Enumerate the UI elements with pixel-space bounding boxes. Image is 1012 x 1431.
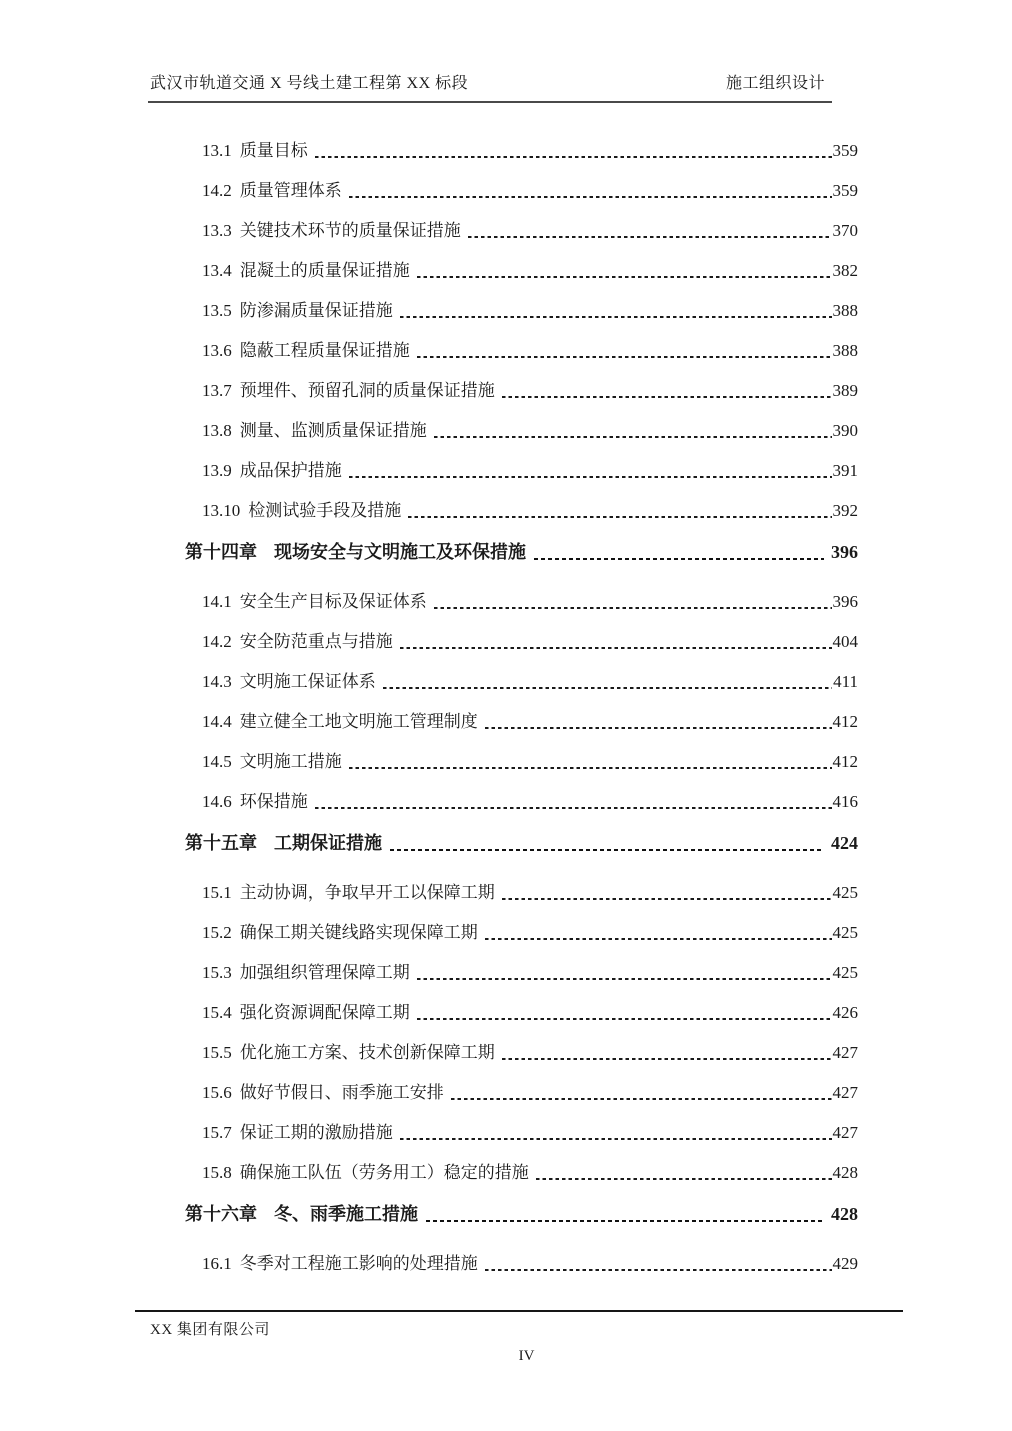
entry-title: 隐蔽工程质量保证措施 <box>239 341 410 360</box>
toc-entry[interactable] <box>185 380 858 402</box>
toc-entry[interactable] <box>185 671 858 693</box>
entry-page-number: 428 <box>831 1204 858 1224</box>
entry-number: 13.8 <box>202 421 232 440</box>
dot-leader <box>390 849 824 851</box>
dot-leader <box>536 1178 832 1180</box>
footer-company-name: XX 集团有限公司 <box>150 1322 270 1338</box>
page-header <box>150 70 825 93</box>
toc-entry[interactable] <box>185 1162 858 1184</box>
entry-number: 13.7 <box>202 381 232 400</box>
toc-entry[interactable] <box>185 220 858 242</box>
dot-leader <box>534 558 824 560</box>
entry-page-number: 389 <box>832 381 858 400</box>
toc-chapter-entry[interactable] <box>185 831 858 855</box>
dot-leader <box>349 767 832 769</box>
entry-title: 环保措施 <box>239 792 308 811</box>
entry-title: 做好节假日、雨季施工安排 <box>239 1083 444 1102</box>
entry-title: 安全生产目标及保证体系 <box>239 592 427 611</box>
toc-chapter-entry[interactable] <box>185 1202 858 1226</box>
entry-page-number: 429 <box>832 1254 858 1273</box>
dot-leader <box>451 1098 832 1100</box>
dot-leader <box>408 516 831 518</box>
dot-leader <box>485 938 832 940</box>
entry-number: 第十六章 <box>185 1204 257 1224</box>
entry-number: 15.8 <box>202 1163 232 1182</box>
dot-leader <box>502 1058 832 1060</box>
entry-title: 冬、雨季施工措施 <box>274 1204 418 1224</box>
entry-page-number: 388 <box>832 341 858 360</box>
toc-chapter-entry[interactable] <box>185 540 858 564</box>
toc-entry[interactable] <box>185 300 858 322</box>
entry-title: 强化资源调配保障工期 <box>239 1003 410 1022</box>
entry-title: 质量目标 <box>239 141 308 160</box>
entry-title: 测量、监测质量保证措施 <box>239 421 427 440</box>
entry-title: 质量管理体系 <box>239 181 342 200</box>
entry-number: 13.4 <box>202 261 232 280</box>
toc-entry[interactable] <box>185 962 858 984</box>
toc-entry[interactable] <box>185 1042 858 1064</box>
entry-number: 14.5 <box>202 752 232 771</box>
dot-leader <box>426 1220 824 1222</box>
toc-entry[interactable] <box>185 922 858 944</box>
document-title: 武汉市轨道交通 X 号线土建工程第 XX 标段 <box>150 75 469 92</box>
entry-page-number: 390 <box>832 421 858 440</box>
entry-number: 第十四章 <box>185 542 257 562</box>
dot-leader <box>468 236 832 238</box>
toc-entry[interactable] <box>185 500 858 522</box>
entry-title: 冬季对工程施工影响的处理措施 <box>239 1254 478 1273</box>
entry-title: 保证工期的激励措施 <box>239 1123 393 1142</box>
toc-entry[interactable] <box>185 340 858 362</box>
entry-page-number: 359 <box>832 181 858 200</box>
entry-title: 文明施工措施 <box>239 752 342 771</box>
entry-page-number: 427 <box>832 1043 858 1062</box>
dot-leader <box>434 607 832 609</box>
entry-title: 防渗漏质量保证措施 <box>239 301 393 320</box>
entry-page-number: 427 <box>832 1083 858 1102</box>
entry-number: 16.1 <box>202 1254 232 1273</box>
entry-title: 关键技术环节的质量保证措施 <box>239 221 461 240</box>
entry-title: 安全防范重点与措施 <box>239 632 393 651</box>
entry-title: 确保施工队伍（劳务用工）稳定的措施 <box>239 1163 529 1182</box>
entry-page-number: 425 <box>832 923 858 942</box>
entry-page-number: 404 <box>832 632 858 651</box>
entry-title: 工期保证措施 <box>274 833 382 853</box>
entry-title: 检测试验手段及措施 <box>248 501 402 520</box>
toc-entry[interactable] <box>185 751 858 773</box>
entry-number: 15.6 <box>202 1083 232 1102</box>
dot-leader <box>315 807 832 809</box>
entry-page-number: 412 <box>832 752 858 771</box>
toc-entry[interactable] <box>185 631 858 653</box>
entry-number: 14.1 <box>202 592 232 611</box>
toc-entry[interactable] <box>185 460 858 482</box>
dot-leader <box>485 1269 832 1271</box>
toc-entry[interactable] <box>185 882 858 904</box>
entry-title: 优化施工方案、技术创新保障工期 <box>239 1043 495 1062</box>
dot-leader <box>349 196 832 198</box>
toc-entry[interactable] <box>185 591 858 613</box>
entry-title: 预埋件、预留孔洞的质量保证措施 <box>239 381 495 400</box>
entry-page-number: 426 <box>832 1003 858 1022</box>
dot-leader <box>434 436 832 438</box>
toc-entry[interactable] <box>185 1082 858 1104</box>
entry-title: 加强组织管理保障工期 <box>239 963 410 982</box>
toc-entry[interactable] <box>185 711 858 733</box>
entry-title: 建立健全工地文明施工管理制度 <box>239 712 478 731</box>
dot-leader <box>502 898 832 900</box>
entry-title: 确保工期关键线路实现保障工期 <box>239 923 478 942</box>
table-of-contents <box>185 140 858 1293</box>
entry-page-number: 392 <box>832 501 858 520</box>
toc-entry[interactable] <box>185 180 858 202</box>
entry-number: 15.4 <box>202 1003 232 1022</box>
entry-page-number: 382 <box>832 261 858 280</box>
dot-leader <box>417 978 832 980</box>
entry-page-number: 416 <box>832 792 858 811</box>
entry-page-number: 396 <box>831 542 858 562</box>
entry-title: 成品保护措施 <box>239 461 342 480</box>
entry-number: 13.3 <box>202 221 232 240</box>
entry-number: 14.6 <box>202 792 232 811</box>
entry-page-number: 425 <box>832 963 858 982</box>
entry-number: 15.3 <box>202 963 232 982</box>
entry-number: 15.5 <box>202 1043 232 1062</box>
entry-title: 现场安全与文明施工及环保措施 <box>274 542 526 562</box>
toc-entry[interactable] <box>185 140 858 162</box>
dot-leader <box>400 316 832 318</box>
dot-leader <box>485 727 832 729</box>
dot-leader <box>400 647 832 649</box>
entry-page-number: 412 <box>832 712 858 731</box>
toc-entry[interactable] <box>185 1122 858 1144</box>
entry-page-number: 370 <box>832 221 858 240</box>
entry-number: 14.4 <box>202 712 232 731</box>
page-number: IV <box>518 1348 535 1364</box>
dot-leader <box>349 476 832 478</box>
entry-title: 主动协调，争取早开工以保障工期 <box>239 883 495 902</box>
entry-page-number: 411 <box>833 672 858 691</box>
dot-leader <box>400 1138 832 1140</box>
entry-page-number: 391 <box>832 461 858 480</box>
entry-number: 13.1 <box>202 141 232 160</box>
entry-number: 15.2 <box>202 923 232 942</box>
entry-number: 15.7 <box>202 1123 232 1142</box>
entry-page-number: 425 <box>832 883 858 902</box>
entry-page-number: 388 <box>832 301 858 320</box>
entry-page-number: 428 <box>832 1163 858 1182</box>
toc-entry[interactable] <box>185 420 858 442</box>
footer-divider <box>135 1310 903 1312</box>
toc-entry[interactable] <box>185 1253 858 1275</box>
dot-leader <box>315 156 832 158</box>
toc-entry[interactable] <box>185 260 858 282</box>
entry-number: 13.10 <box>202 501 241 520</box>
dot-leader <box>417 356 832 358</box>
entry-number: 14.2 <box>202 181 232 200</box>
entry-number: 14.3 <box>202 672 232 691</box>
entry-page-number: 424 <box>831 833 858 853</box>
entry-number: 第十五章 <box>185 833 257 853</box>
entry-page-number: 359 <box>832 141 858 160</box>
dot-leader <box>417 276 832 278</box>
document-type-label: 施工组织设计 <box>725 75 825 92</box>
entry-page-number: 396 <box>832 592 858 611</box>
toc-entry[interactable] <box>185 1002 858 1024</box>
entry-title: 文明施工保证体系 <box>239 672 376 691</box>
entry-number: 14.2 <box>202 632 232 651</box>
entry-number: 13.9 <box>202 461 232 480</box>
toc-entry[interactable] <box>185 791 858 813</box>
entry-number: 15.1 <box>202 883 232 902</box>
entry-number: 13.5 <box>202 301 232 320</box>
dot-leader <box>502 396 832 398</box>
entry-page-number: 427 <box>832 1123 858 1142</box>
header-divider <box>148 101 832 103</box>
entry-number: 13.6 <box>202 341 232 360</box>
entry-title: 混凝土的质量保证措施 <box>239 261 410 280</box>
dot-leader <box>417 1018 832 1020</box>
dot-leader <box>383 687 832 689</box>
